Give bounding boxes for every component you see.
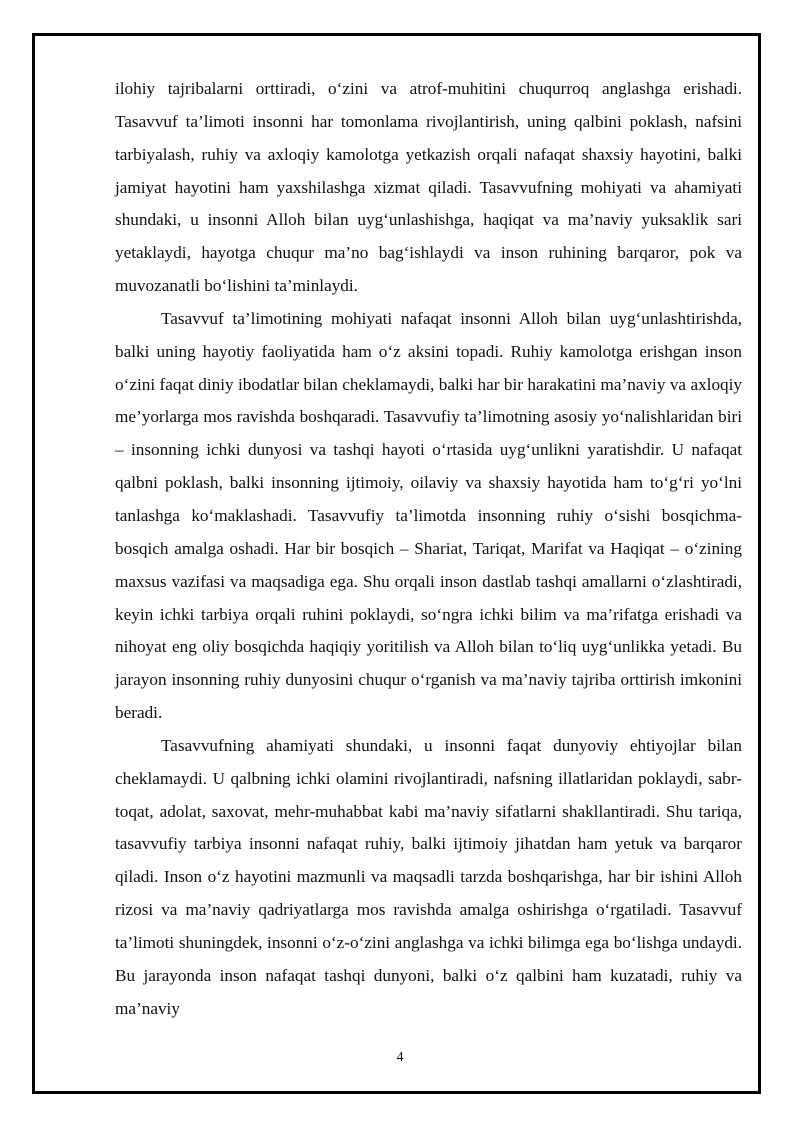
document-body — [115, 73, 742, 1025]
page-number: 4 — [396, 1050, 404, 1065]
paragraph-3: Tasavvufning ahamiyati shundaki, u insonni faqat dunyoviy ehtiyojlar bilan cheklamaydi. U qalbning ichki olamini rivojlantiradi, nafsning illatlaridan poklaydi, sabr-toqat, adolat, saxovat, mehr-muhabbat kabi ma’naviy sifatlarni shakllantiradi. Shu tariqa, tasavvufiy tarbiya insonni nafaqat ruhiy, balki ijtimoiy jihatdan ham yetuk va barqaror qiladi. Inson o‘z hayotini mazmunli va maqsadli tarzda boshqarishga, har bir ishini Alloh rizosi va ma’naviy qadriyatlarga mos ravishda amalga oshirishga o‘rgatiladi. Tasavvuf ta’limoti shuningdek, insonni o‘z-o‘zini anglashga va ichki bilimga ega bo‘lishga undaydi. Bu jarayonda inson nafaqat tashqi dunyoni, balki o‘z qalbini ham kuzatadi, ruhiy va ma’naviy — [115, 735, 742, 1018]
paragraph-1: ilohiy tajribalarni orttiradi, o‘zini va atrof-muhitini chuqurroq anglashga erishadi. Tasavvuf ta’limoti insonni har tomonlama rivojlantirish, uning qalbini poklash, nafsini tarbiyalash, ruhiy va axloqiy kamolotga yetkazish orqali nafaqat shaxsiy hayotini, balki jamiyat hayotini ham yaxshilashga xizmat qiladi. Tasavvufning mohiyati va ahamiyati shundaki, u insonni Alloh bilan uyg‘unlashishga, haqiqat va ma’naviy yuksaklik sari yetaklaydi, hayotga chuqur ma’no bag‘ishlaydi va inson ruhining barqaror, pok va muvozanatli bo‘lishini ta’minlaydi. — [115, 79, 742, 296]
paragraph-2: Tasavvuf ta’limotining mohiyati nafaqat insonni Alloh bilan uyg‘unlashtirishda, balki uning hayotiy faoliyatida ham o‘z aksini topadi. Ruhiy kamolotga erishgan inson o‘zini faqat diniy ibodatlar bilan cheklamaydi, balki har bir harakatini ma’naviy va axloqiy me’yorlarga mos ravishda boshqaradi. Tasavvufiy ta’limotning asosiy yo‘nalishlaridan biri – insonning ichki dunyosi va tashqi hayoti o‘rtasida uyg‘unlikni yaratishdir. U nafaqat qalbni poklash, balki insonning ijtimoiy, oilaviy va shaxsiy hayotida ham to‘g‘ri yo‘lni tanlashga ko‘maklashadi. Tasavvufiy ta’limotda insonning ruhiy o‘sishi bosqichma-bosqich amalga oshadi. Har bir bosqich – Shariat, Tariqat, Marifat va Haqiqat – o‘zining maxsus vazifasi va maqsadiga ega. Shu orqali inson dastlab tashqi amallarni o‘zlashtiradi, keyin ichki tarbiya orqali ruhini poklaydi, so‘ngra ichki bilim va ma’rifatga erishadi va nihoyat eng oliy bosqichda haqiqiy yoritilish va Alloh bilan to‘liq uyg‘unlikka yetadi. Bu jarayon insonning ruhiy dunyosini chuqur o‘rganish va ma’naviy tajriba orttirish imkonini beradi. — [115, 308, 742, 723]
